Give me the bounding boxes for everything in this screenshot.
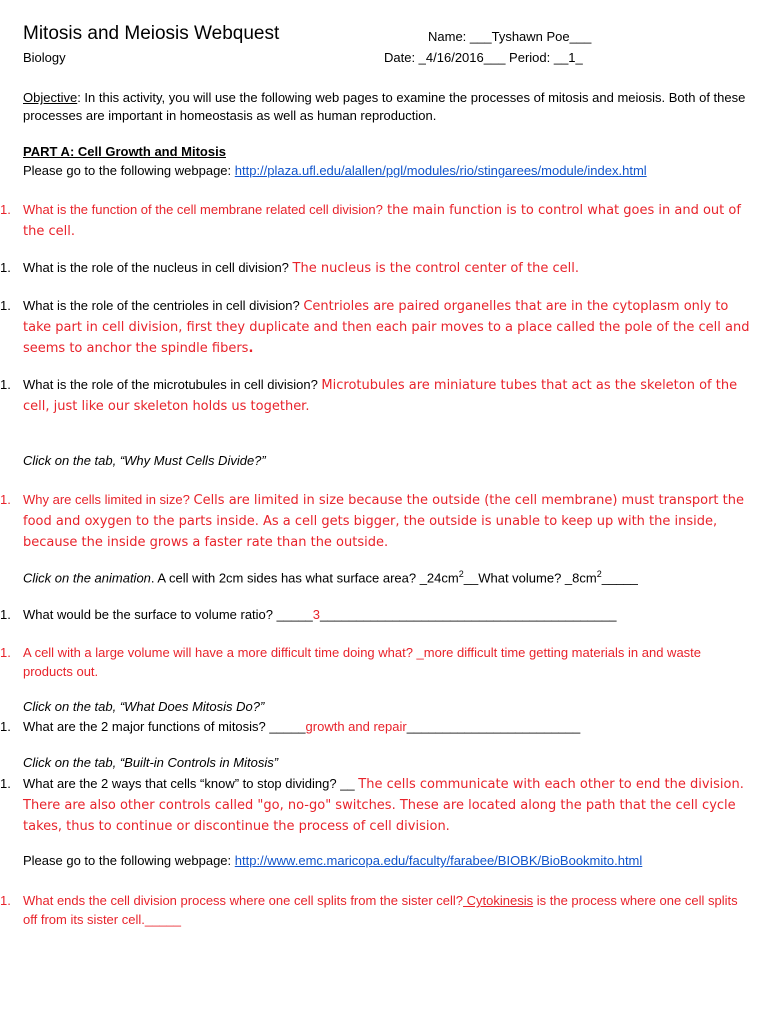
answer-text: Microtubules are miniature tubes that act as the skeleton of the cell, just like our skeleton holds us together. <box>23 378 738 414</box>
question-2 <box>0 258 750 279</box>
question-7 <box>0 643 750 681</box>
animation-question <box>23 569 638 585</box>
question-text: What is the role of the microtubules in cell division? <box>23 377 322 392</box>
question-text: A cell with a large volume will have a more difficult time doing what? _more difficult time getting materials in and waste products out. <box>23 645 702 679</box>
superscript: 2 <box>596 569 602 579</box>
question-number: 1. <box>0 719 11 734</box>
answer-text: Centrioles are paired organelles that are in the cytoplasm only to take part in cell division, first they duplicate and then each pair moves to a place called the pole of the cell and seems to anchor the spindle fibers <box>23 299 750 356</box>
question-8 <box>0 717 750 737</box>
objective-label: Objective <box>23 90 78 105</box>
part-a-heading: PART A: Cell Growth and Mitosis <box>23 144 226 159</box>
tab-instruction-why-divide: Click on the tab, “Why Must Cells Divide?” <box>23 453 266 468</box>
answer-term: Cytokinesis <box>463 893 534 908</box>
question-text: What is the function of the cell membrane related cell division? <box>23 202 383 217</box>
animation-italic: Click on the animation <box>23 570 151 586</box>
objective-text: : In this activity, you will use the following web pages to examine the processes of mitosis and meiosis. Both of these processes are important in homeostasis as well as human reproduction. <box>23 90 746 123</box>
question-6 <box>0 605 750 625</box>
question-1 <box>0 200 750 242</box>
question-text: What would be the surface to volume ratio? _____ <box>23 607 313 622</box>
question-number: 1. <box>0 377 11 392</box>
question-10 <box>0 891 750 929</box>
instruction-text: Please go to the following webpage: <box>23 853 235 868</box>
question-text: Why are cells limited in size? <box>23 492 194 507</box>
question-number: 1. <box>0 607 11 622</box>
tab-instruction-controls: Click on the tab, “Built-in Controls in Mitosis” <box>23 755 279 770</box>
question-text: What is the role of the nucleus in cell division? <box>23 260 293 275</box>
question-text: What are the 2 ways that cells “know” to stop dividing? __ <box>23 776 359 791</box>
part-b-link[interactable]: http://www.emc.maricopa.edu/faculty/farabee/BIOBK/BioBookmito.html <box>234 853 643 868</box>
question-number: 1. <box>0 776 11 791</box>
blank-line: _____ <box>601 570 638 586</box>
question-9 <box>0 774 750 837</box>
page-title: Mitosis and Meiosis Webquest <box>23 23 280 44</box>
question-number: 1. <box>0 492 11 507</box>
date-period-line: Date: _4/16/2016___ Period: __1_ <box>384 50 583 65</box>
answer-period: . <box>248 341 254 356</box>
instruction-text: Please go to the following webpage: <box>23 163 235 178</box>
part-a-instruction <box>23 163 647 178</box>
answer-text: The cells communicate with each other to end the division. There are also other controls called "go, no-go" switches. These are located along the path that the cell cycle takes, thus to continue or discontinue the process of cell division. <box>23 777 744 834</box>
volume-text: __What volume? _8cm <box>463 570 597 586</box>
question-5 <box>0 490 750 553</box>
blank-line: ________________________ <box>406 719 581 734</box>
question-number: 1. <box>0 645 11 660</box>
student-name-line: Name: ___Tyshawn Poe___ <box>428 29 592 44</box>
blank-line: _________________________________________ <box>320 607 617 622</box>
question-number: 1. <box>0 202 11 217</box>
answer-text: The nucleus is the control center of the cell. <box>292 261 579 276</box>
question-text: What ends the cell division process where one cell splits from the sister cell? <box>23 893 464 908</box>
question-number: 1. <box>0 893 11 908</box>
answer-text: 3 <box>312 607 321 622</box>
question-number: 1. <box>0 260 11 275</box>
answer-text: is the process where one cell splits off from its sister cell._____ <box>23 893 738 927</box>
tab-instruction-mitosis: Click on the tab, “What Does Mitosis Do?” <box>23 699 265 714</box>
answer-text: Cells are limited in size because the outside (the cell membrane) must transport the food and oxygen to the parts inside. As a cell gets bigger, the outside is unable to keep up with the inside, because the inside grows a faster rate than the outside. <box>23 493 745 550</box>
answer-text: the main function is to control what goes in and out of the cell. <box>23 203 741 239</box>
question-4 <box>0 375 750 417</box>
objective-paragraph <box>23 89 753 125</box>
part-b-instruction <box>23 853 642 868</box>
question-text: What are the 2 major functions of mitosis? _____ <box>23 719 306 734</box>
question-3 <box>0 296 750 359</box>
part-a-link[interactable]: http://plaza.ufl.edu/alallen/pgl/modules/rio/stingarees/module/index.html <box>234 163 647 178</box>
answer-text: growth and repair <box>305 719 407 734</box>
surface-area-text: . A cell with 2cm sides has what surface area? _24cm <box>150 570 459 586</box>
question-number: 1. <box>0 298 11 313</box>
subject-label: Biology <box>23 50 66 65</box>
superscript: 2 <box>458 569 464 579</box>
question-text: What is the role of the centrioles in cell division? <box>23 298 304 313</box>
